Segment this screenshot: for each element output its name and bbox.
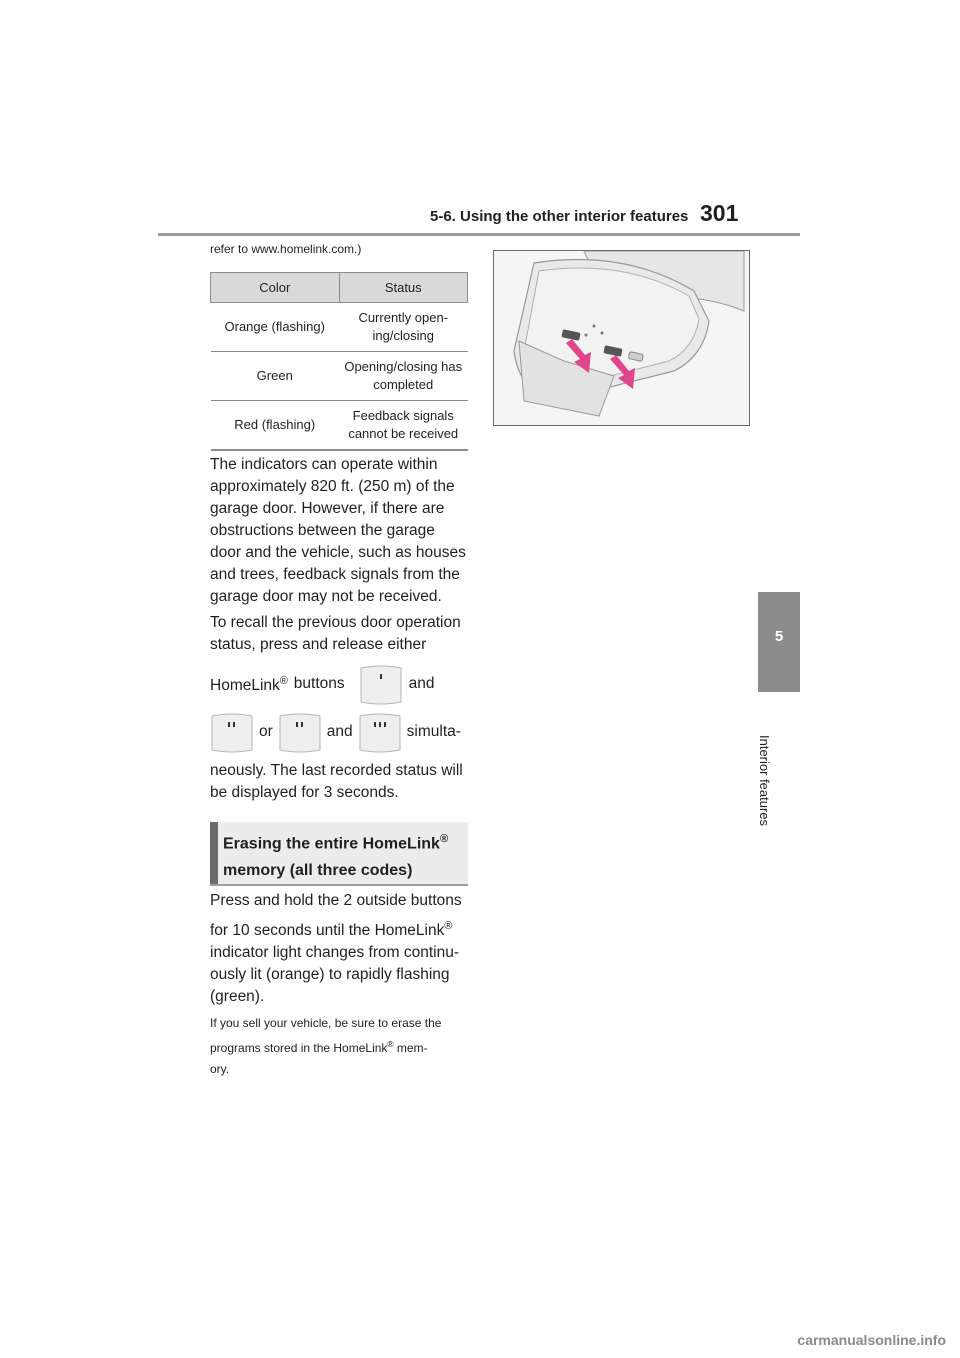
table-row (211, 401, 468, 451)
erase-line-1: Press and hold the 2 outside buttons (210, 892, 462, 909)
table-row (211, 303, 468, 352)
section-title: 5-6. Using the other interior features (430, 208, 689, 225)
erase-line-4: ously lit (orange) to rapidly flashing (210, 966, 450, 984)
footer-watermark: carmanualsonline.info (797, 1332, 946, 1348)
header-rule (158, 233, 800, 236)
homelink-button-2-icon (210, 710, 254, 754)
mirror-drawing (494, 251, 749, 425)
erase-line-2: for 10 seconds until the HomeLink® (210, 920, 453, 940)
recall-line-2: status, press and release either (210, 636, 427, 653)
homelink-text: HomeLink® (210, 675, 288, 695)
paragraph-erase (210, 890, 468, 1008)
or-word: or (259, 723, 273, 740)
recall-line-4: neously. The last recorded status will (210, 762, 463, 779)
homelink-button-3-icon (358, 710, 402, 754)
paragraph-range: The indicators can operate within approximately 820 ft. (250 m) of the garage door. However, if there are obstructions between the garage door and the vehicle, such as houses and trees, feedback signals from the garage door may not be received. (210, 456, 466, 605)
table-cell-color: Green (211, 352, 340, 401)
page-number: 301 (700, 200, 739, 226)
erase-line-5: (green). (210, 988, 265, 1006)
table-cell-status: Feedback signals cannot be received (339, 401, 468, 451)
chapter-number: 5 (774, 628, 784, 645)
recall-line-3 (210, 660, 475, 708)
section-heading-bar (210, 822, 218, 884)
chapter-title: Interior features (757, 735, 772, 827)
buttons-word: buttons (293, 675, 345, 692)
note-text: If you sell your vehicle, be sure to erase the programs stored in the HomeLink® mem- ory. (210, 1016, 442, 1076)
recall-line-5: be displayed for 3 seconds. (210, 784, 399, 801)
paragraph-recall (210, 612, 475, 804)
table-header-row (211, 273, 468, 303)
table-header-color: Color (211, 273, 340, 303)
indicator-status-table (210, 272, 468, 451)
table-row (211, 352, 468, 401)
table-header-status: Status (339, 273, 468, 303)
mirror-illustration (493, 250, 750, 426)
table-cell-color: Orange (flashing) (211, 303, 340, 352)
table-cell-color: Red (flashing) (211, 401, 340, 451)
intro-fragment: refer to www.homelink.com.) (210, 242, 362, 256)
section-heading: Erasing the entire HomeLink® memory (all three codes) (223, 833, 449, 880)
table-cell-status: Opening/closing has completed (339, 352, 468, 401)
and-word-1: and (408, 675, 435, 692)
erase-line-3: indicator light changes from continu- (210, 944, 459, 962)
homelink-button-2b-icon (278, 710, 322, 754)
recall-line-1: To recall the previous door operation (210, 614, 461, 631)
and-word-2: and (326, 723, 353, 740)
simulta-word: simulta- (406, 723, 461, 740)
recall-line-icons (210, 708, 475, 756)
table-cell-status: Currently open-ing/closing (339, 303, 468, 352)
homelink-button-1-icon (359, 662, 403, 706)
